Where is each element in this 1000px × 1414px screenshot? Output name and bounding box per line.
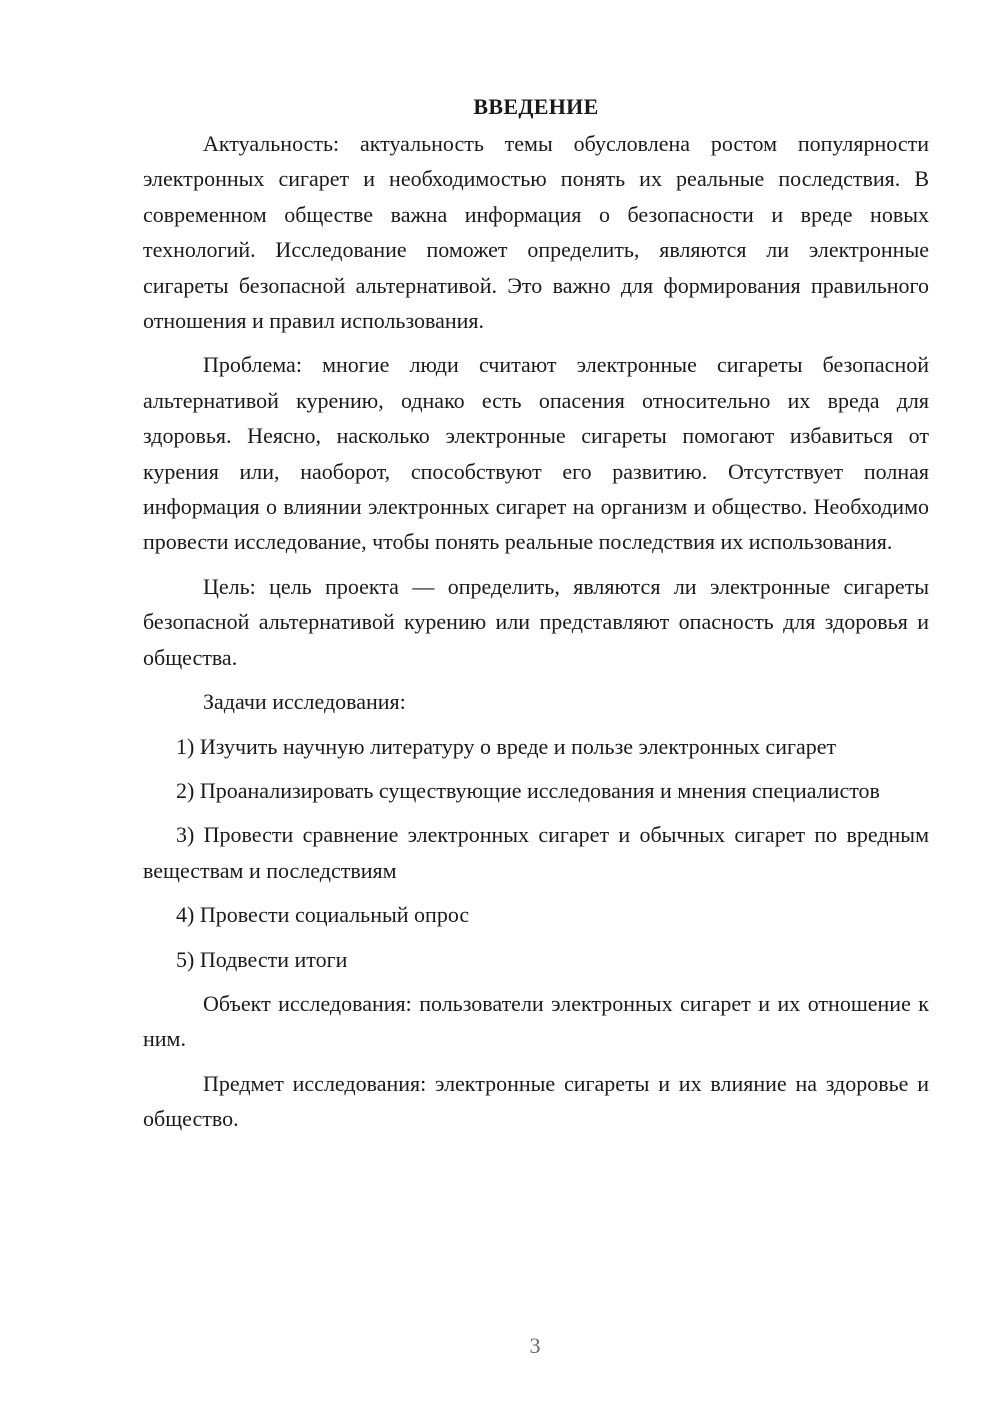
paragraph-goal: Цель: цель проекта — определить, являются ли электронные сигареты безопасной альтернативой курению или представляют опасность для здоровья и общества. xyxy=(143,573,929,670)
paragraph-relevance: Актуальность: актуальность темы обусловлена ростом популярности электронных сигарет и необходимостью понять их реальные последствия. В современном обществе важна информация о безопасности и вреде новых технологий. Исследование поможет определить, являются ли электронные сигареты безопасной альтернативой. Это важно для формирования правильного отношения и правил использования. xyxy=(143,131,929,334)
document-page xyxy=(143,92,929,1292)
paragraph-problem: Проблема: многие люди считают электронные сигареты безопасной альтернативой курению, однако есть опасения относительно их вреда для здоровья. Неясно, насколько электронные сигареты помогают избавиться от курения или, наоборот, способствуют его развитию. Отсутствует полная информация о влиянии электронных сигарет на организм и общество. Необходимо провести исследование, чтобы понять реальные последствия их использования. xyxy=(143,352,929,555)
list-item: 1) Изучить научную литературу о вреде и пользе электронных сигарет xyxy=(176,733,837,759)
tasks-heading: Задачи исследования: xyxy=(203,689,406,715)
page-number: 3 xyxy=(529,1333,541,1358)
list-item: 5) Подвести итоги xyxy=(176,946,348,972)
list-item: 2) Проанализировать существующие исследования и мнения специалистов xyxy=(176,777,880,803)
tasks-list xyxy=(143,729,929,977)
page-title: ВВЕДЕНИЕ xyxy=(473,94,599,119)
list-item: 3) Провести сравнение электронных сигарет и обычных сигарет по вредным веществам и последствиям xyxy=(143,822,929,883)
list-item: 4) Провести социальный опрос xyxy=(176,902,470,928)
paragraph-object: Объект исследования: пользователи электронных сигарет и их отношение к ним. xyxy=(143,990,929,1052)
paragraph-subject: Предмет исследования: электронные сигареты и их влияние на здоровье и общество. xyxy=(143,1070,929,1132)
